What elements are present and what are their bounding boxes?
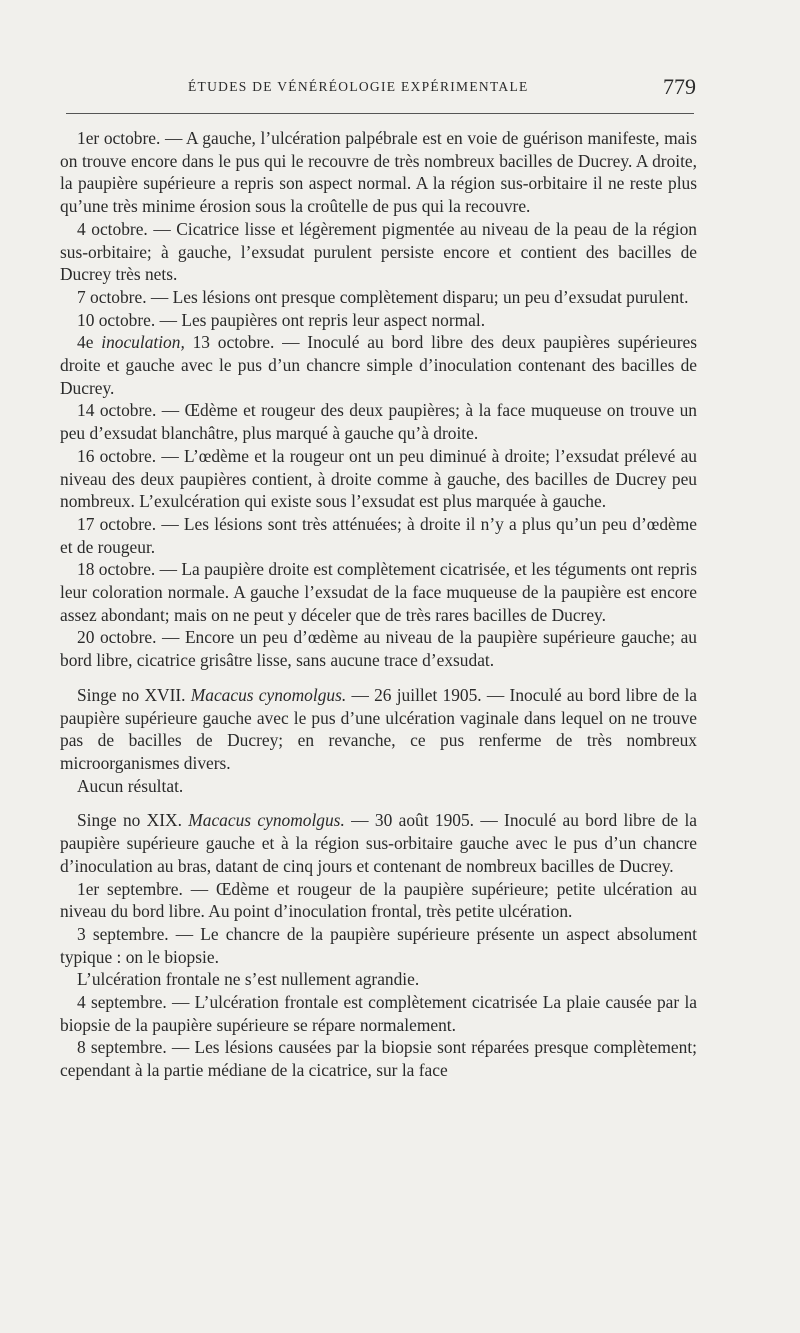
species-name: Macacus cynomolgus. — [188, 810, 345, 831]
paragraph-rest: 13 octobre. — Inoculé au bord libre des deux paupières supérieures droite et gauche avec le pus d’un chancre simple d’inoculation contenant des bacilles de Ducrey. — [60, 332, 697, 398]
paragraph: 4 octobre. — Cicatrice lisse et légèrement pigmentée au niveau de la peau de la région sus-orbitaire; à gauche, l’exsudat purulent persiste encore et contient des bacilles de Ducrey très nets. — [60, 218, 697, 285]
paragraph: 8 septembre. — Les lésions causées par la biopsie sont réparées presque complètement; cependant à la partie médiane de la cicatrice, sur la face — [60, 1037, 697, 1081]
paragraph: 17 octobre. — Les lésions sont très atténuées; à droite il n’y a plus qu’un peu d’œdème et de rougeur. — [60, 513, 697, 557]
page-header — [60, 74, 698, 106]
paragraph: 1er septembre. — Œdème et rougeur de la paupière supérieure; petite ulcération au niveau du bord libre. Au point d’inoculation frontal, très petite ulcération. — [60, 878, 697, 922]
body-text — [60, 127, 697, 1082]
paragraph: 10 octobre. — Les paupières ont repris leur aspect normal. — [77, 309, 486, 330]
paragraph: 7 octobre. — Les lésions ont presque complètement disparu; un peu d’exsudat purulent. — [77, 286, 689, 307]
inoculation-label: inoculation, — [101, 332, 185, 353]
paragraph: 1er octobre. — A gauche, l’ulcération palpébrale est en voie de guérison manifeste, mais on trouve encore dans le pus qui le recouvre de très nombreux bacilles de Ducrey. A droite, la paupière supérieure a repris son aspect normal. A la région sus-orbitaire il ne reste plus qu’une très minime érosion sous la croûtelle de pus qui la recouvre. — [60, 128, 697, 217]
paragraph-rest: — 26 juillet 1905. — Inoculé au bord libre de la paupière supérieure gauche avec le pus d’une ulcération vaginale dans lequel on ne trouve pas de bacilles de Ducrey; en revanche, ce pus renferme de très nombreux microorganismes divers. — [60, 684, 697, 773]
paragraph: 16 octobre. — L’œdème et la rougeur ont un peu diminué à droite; l’exsudat prélevé au niveau des deux paupières contient, à droite comme à gauche, des bacilles de Ducrey peu nombreux. L’exulcération qui existe sous l’exsudat est plus marquée à gauche. — [60, 445, 697, 512]
paragraph: 14 octobre. — Œdème et rougeur des deux paupières; à la face muqueuse on trouve un peu d’exsudat blanchâtre, plus marqué à gauche qu’à droite. — [60, 400, 697, 444]
paragraph — [60, 684, 697, 775]
header-rule — [66, 113, 694, 114]
species-name: Macacus cynomolgus. — [190, 684, 347, 705]
paragraph — [60, 809, 697, 877]
paragraph: 3 septembre. — Le chancre de la paupière supérieure présente un aspect absolument typique : on le biopsie. — [60, 923, 697, 967]
paragraph: L’ulcération frontale ne s’est nullement agrandie. — [77, 969, 420, 990]
paragraph: 18 octobre. — La paupière droite est complètement cicatrisée, et les téguments ont repris leur coloration normale. A gauche l’exsudat de la face muqueuse de la paupière est encore assez abondant; mais on ne peut y déceler que de très rares bacilles de Ducrey. — [60, 559, 697, 625]
paragraph-rest: — 30 août 1905. — Inoculé au bord libre de la paupière supérieure gauche et à la région sus-orbitaire gauche avec le pus d’un chancre d’inoculation au bras, datant de cinq jours et contenant de nombreux bacilles de Ducrey. — [60, 810, 698, 876]
paragraph: 20 octobre. — Encore un peu d’œdème au niveau de la paupière supérieure gauche; au bord libre, cicatrice grisâtre lisse, sans aucune trace d’exsudat. — [60, 627, 697, 671]
inoculation-number: 4e — [77, 332, 94, 353]
monkey-label: Singe no XIX. — [77, 810, 189, 831]
paragraph: 4 septembre. — L’ulcération frontale est complètement cicatrisée La plaie causée par la biopsie de la paupière supérieure se répare normalement. — [60, 992, 697, 1035]
paragraph — [60, 331, 697, 399]
running-title: ÉTUDES DE VÉNÉRÉOLOGIE EXPÉRIMENTALE — [188, 79, 529, 94]
monkey-label: Singe no XVII. — [77, 684, 191, 705]
paragraph: Aucun résultat. — [77, 775, 184, 796]
page-number: 779 — [663, 74, 696, 99]
